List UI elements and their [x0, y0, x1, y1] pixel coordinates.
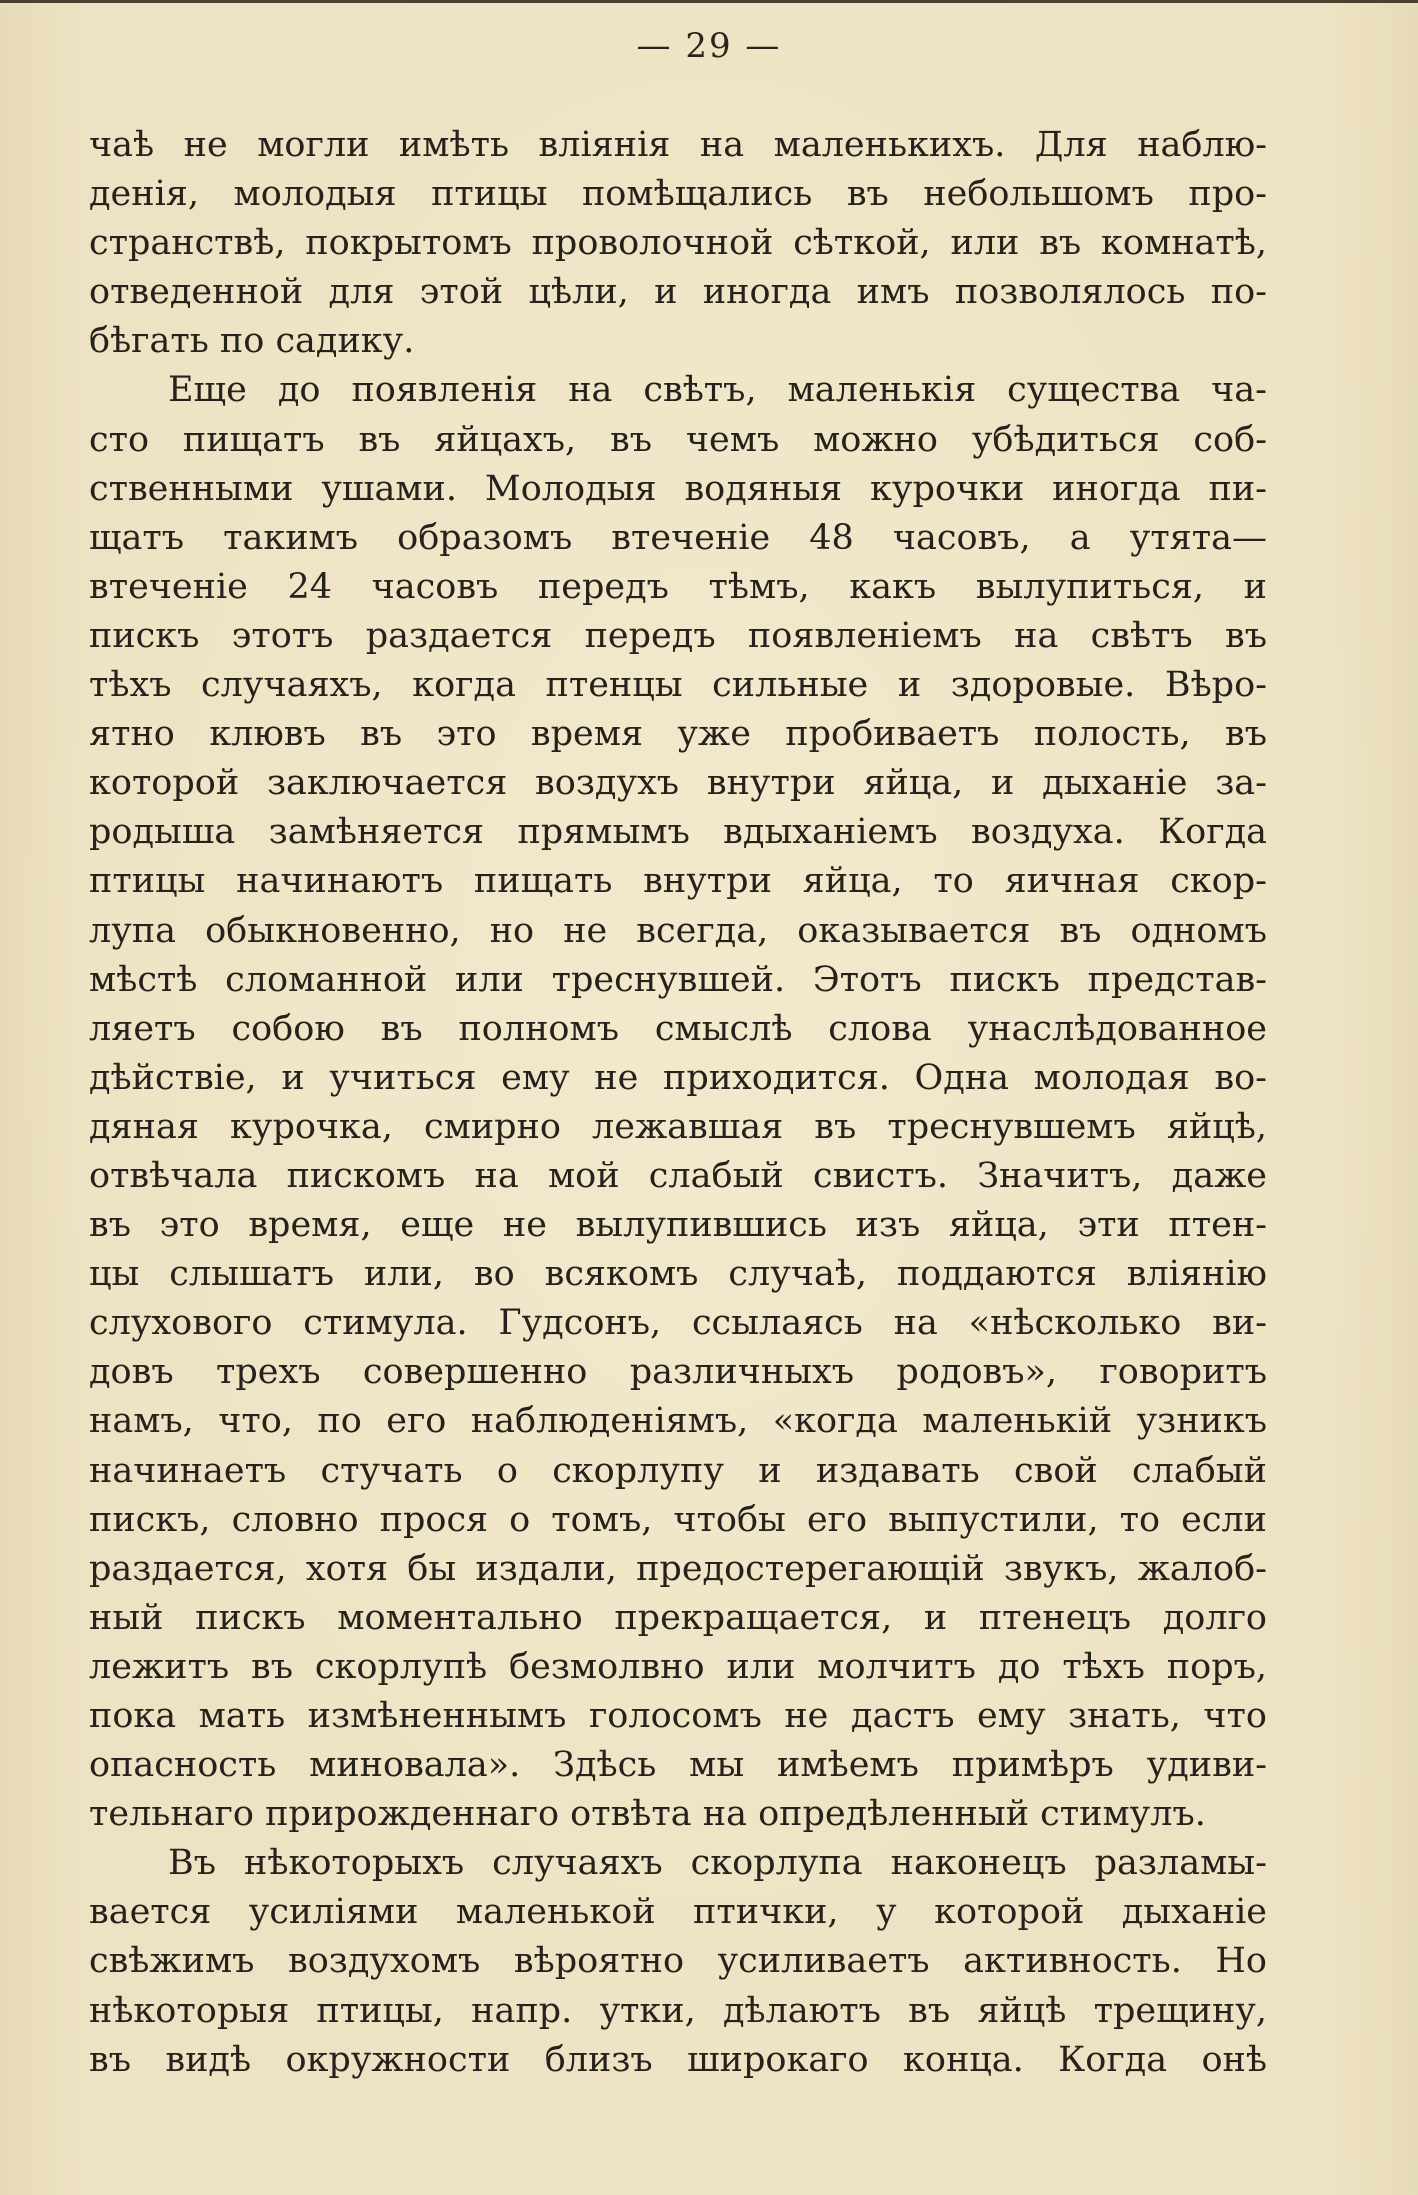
text-line: дяная курочка, смирно лежавшая въ треснувшемъ яйцѣ,	[89, 1106, 1267, 1147]
text-line: свѣжимъ воздухомъ вѣроятно усиливаетъ активность. Но	[89, 1941, 1267, 1982]
text-line: намъ, что, по его наблюденіямъ, «когда маленькій узникъ	[89, 1401, 1267, 1442]
text-line: птицы начинаютъ пищать внутри яйца, то яичная скор-	[89, 861, 1267, 902]
text-line: тѣхъ случаяхъ, когда птенцы сильные и здоровые. Вѣро-	[89, 665, 1267, 706]
text-line: слухового стимула. Гудсонъ, ссылаясь на «нѣсколько ви-	[89, 1303, 1267, 1344]
text-line: мѣстѣ сломанной или треснувшей. Этотъ пискъ представ-	[89, 959, 1267, 1000]
text-line: дѣйствіе, и учиться ему не приходится. Одна молодая во-	[89, 1057, 1267, 1098]
text-line: ляетъ собою въ полномъ смыслѣ слова унаслѣдованное	[89, 1008, 1267, 1049]
text-line: бѣгать по садику.	[89, 321, 415, 362]
text-line: пока мать измѣненнымъ голосомъ не дастъ ему знать, что	[89, 1696, 1267, 1736]
text-line: опасность миновала». Здѣсь мы имѣемъ примѣръ удиви-	[89, 1745, 1267, 1786]
text-line: ственными ушами. Молодыя водяныя курочки иногда пи-	[89, 468, 1267, 509]
text-line: сто пищатъ въ яйцахъ, въ чемъ можно убѣдиться соб-	[89, 419, 1267, 460]
text-line: щатъ такимъ образомъ втеченіе 48 часовъ, а утята—	[89, 517, 1267, 558]
text-line: ятно клювъ въ это время уже пробиваетъ полость, въ	[89, 714, 1267, 755]
text-line: которой заключается воздухъ внутри яйца, и дыханіе за-	[89, 763, 1267, 804]
page-top-edge	[0, 0, 1418, 3]
page-number: — 29 —	[636, 26, 782, 66]
text-line: вается усиліями маленькой птички, у которой дыханіе	[89, 1892, 1267, 1933]
text-line: странствѣ, покрытомъ проволочной сѣткой, или въ комнатѣ,	[89, 223, 1267, 264]
text-line: въ видѣ окружности близъ широкаго конца. Когда онѣ	[89, 2039, 1267, 2080]
text-line: пискъ, словно прося о томъ, чтобы его выпустили, то если	[89, 1499, 1267, 1540]
text-line: денія, молодыя птицы помѣщались въ небольшомъ про-	[89, 174, 1267, 215]
text-line: нѣкоторыя птицы, напр. утки, дѣлаютъ въ яйцѣ трещину,	[89, 1990, 1267, 2031]
text-line: Еще до появленія на свѣтъ, маленькія существа ча-	[168, 370, 1267, 411]
text-line: лупа обыкновенно, но не всегда, оказывается въ одномъ	[89, 910, 1267, 951]
text-line: начинаетъ стучать о скорлупу и издавать свой слабый	[89, 1450, 1267, 1491]
text-line: Въ нѣкоторыхъ случаяхъ скорлупа наконецъ разламы-	[168, 1843, 1267, 1884]
text-line: лежитъ въ скорлупѣ безмолвно или молчитъ до тѣхъ поръ,	[89, 1646, 1267, 1687]
text-line: тельнаго прирожденнаго отвѣта на опредѣленный стимулъ.	[89, 1794, 1206, 1835]
text-line: чаѣ не могли имѣть вліянія на маленькихъ. Для наблю-	[89, 125, 1267, 165]
text-line: втеченіе 24 часовъ передъ тѣмъ, какъ вылупиться, и	[89, 566, 1267, 607]
text-line: ный пискъ моментально прекращается, и птенецъ долго	[89, 1597, 1267, 1638]
text-line: пискъ этотъ раздается передъ появленіемъ на свѣтъ въ	[89, 615, 1267, 656]
text-line: отведенной для этой цѣли, и иногда имъ позволялось по-	[89, 272, 1267, 313]
text-line: родыша замѣняется прямымъ вдыханіемъ воздуха. Когда	[89, 812, 1267, 853]
text-line: цы слышатъ или, во всякомъ случаѣ, поддаются вліянію	[89, 1254, 1267, 1295]
text-line: отвѣчала пискомъ на мой слабый свистъ. Значитъ, даже	[89, 1155, 1267, 1196]
text-line: раздается, хотя бы издали, предостерегающій звукъ, жалоб-	[89, 1548, 1267, 1589]
body-text	[89, 121, 1267, 2085]
text-line: въ это время, еще не вылупившись изъ яйца, эти птен-	[89, 1205, 1267, 1246]
text-line: довъ трехъ совершенно различныхъ родовъ», говоритъ	[89, 1352, 1267, 1393]
